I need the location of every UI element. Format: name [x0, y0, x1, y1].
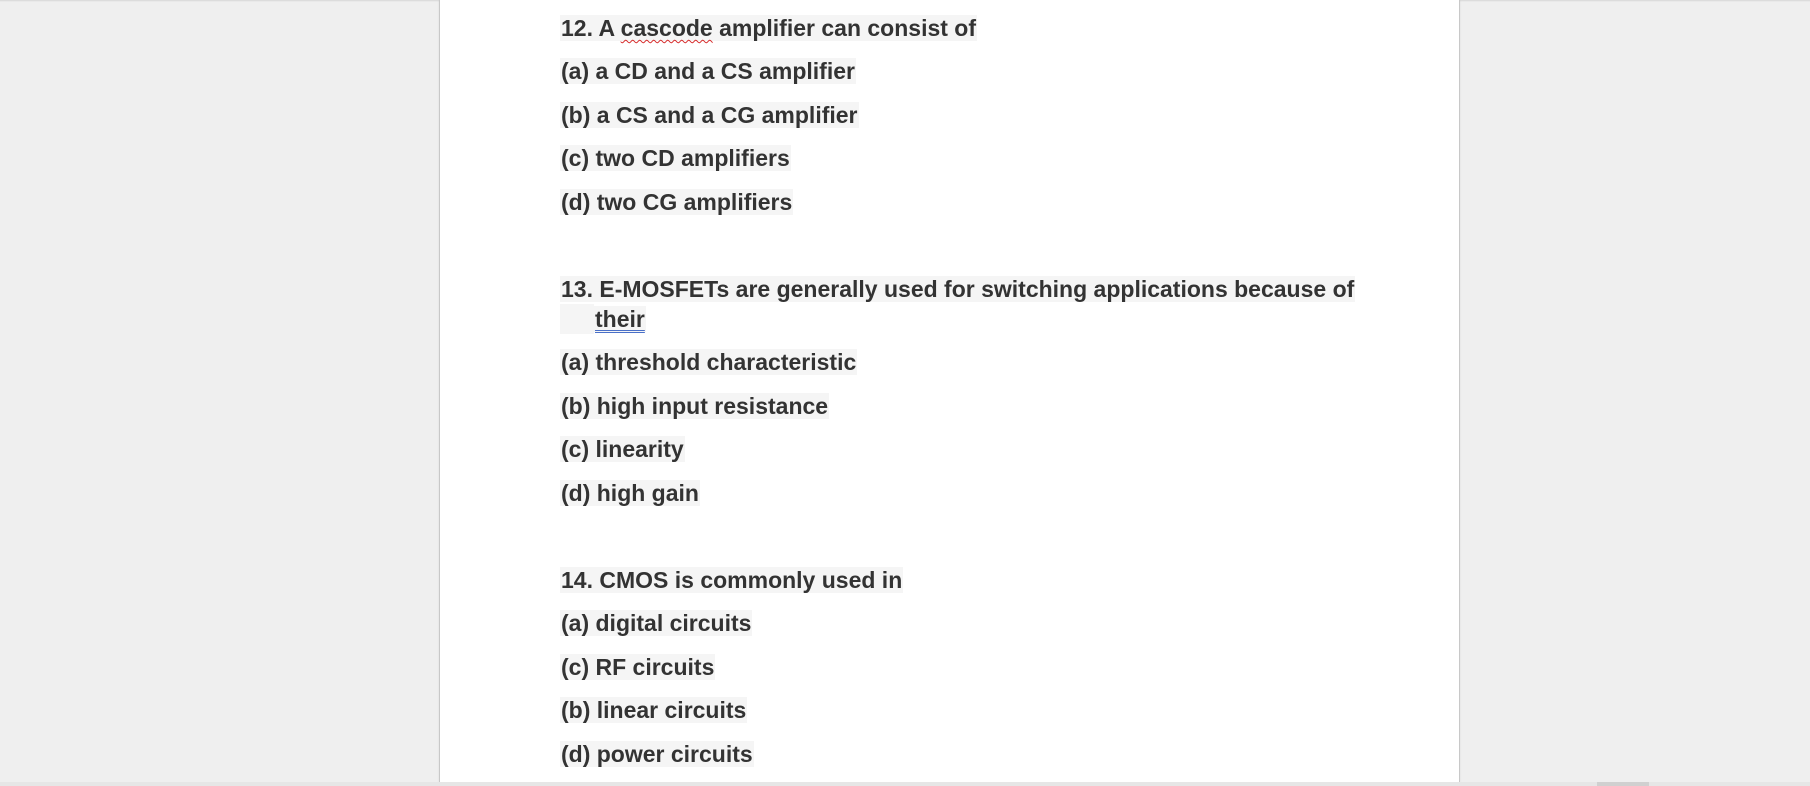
- option-text: (d) two CG amplifiers: [561, 188, 793, 215]
- question-13-stem-line2[interactable]: [560, 304, 1380, 334]
- paragraph-spacer: [560, 521, 1380, 565]
- option-text: (d) high gain: [561, 479, 699, 506]
- paragraph-spacer: [560, 230, 1380, 274]
- question-14-option-d[interactable]: [560, 739, 1380, 769]
- horizontal-scrollbar-thumb[interactable]: [1597, 782, 1649, 786]
- option-text: (a) a CD and a CS amplifier: [561, 58, 855, 84]
- question-12-option-a[interactable]: [560, 56, 1380, 86]
- question-13-option-d[interactable]: [560, 478, 1380, 508]
- question-12-prefix: 12. A: [561, 15, 621, 41]
- option-text: (b) a CS and a CG amplifier: [561, 101, 858, 128]
- question-13-option-a[interactable]: [560, 347, 1380, 377]
- option-text: (a) threshold characteristic: [561, 349, 857, 375]
- option-text: (c) RF circuits: [561, 653, 715, 680]
- question-13-stem-line1[interactable]: [560, 274, 1380, 304]
- question-14-option-a[interactable]: [560, 608, 1380, 638]
- question-14-option-b[interactable]: [560, 695, 1380, 725]
- question-13-option-b[interactable]: [560, 391, 1380, 421]
- option-text: (a) digital circuits: [561, 610, 752, 636]
- question-12-stem[interactable]: [560, 13, 1380, 43]
- question-14-option-c[interactable]: [560, 652, 1380, 682]
- question-12-option-d[interactable]: [560, 187, 1380, 217]
- option-text: (c) linearity: [561, 436, 684, 462]
- option-text: (b) linear circuits: [561, 697, 747, 723]
- option-text: (b) high input resistance: [561, 392, 829, 419]
- question-14-stem[interactable]: [560, 565, 1380, 595]
- spelling-flagged-word[interactable]: cascode: [620, 15, 713, 41]
- document-body[interactable]: [560, 13, 1380, 782]
- hanging-indent: [560, 304, 594, 334]
- question-13-option-c[interactable]: [560, 434, 1380, 464]
- question-13-stem-text: 13. E-MOSFETs are generally used for switching applications because of: [561, 276, 1355, 302]
- status-bar-edge: [0, 782, 1810, 786]
- option-text: (c) two CD amplifiers: [561, 145, 790, 171]
- question-14-stem-text: 14. CMOS is commonly used in: [561, 567, 903, 593]
- question-12-option-c[interactable]: [560, 143, 1380, 173]
- grammar-flagged-word[interactable]: their: [595, 306, 645, 332]
- option-text: (d) power circuits: [561, 740, 753, 767]
- question-12-option-b[interactable]: [560, 100, 1380, 130]
- question-12-stem-rest: amplifier can consist of: [712, 15, 977, 41]
- document-page[interactable]: [439, 0, 1460, 782]
